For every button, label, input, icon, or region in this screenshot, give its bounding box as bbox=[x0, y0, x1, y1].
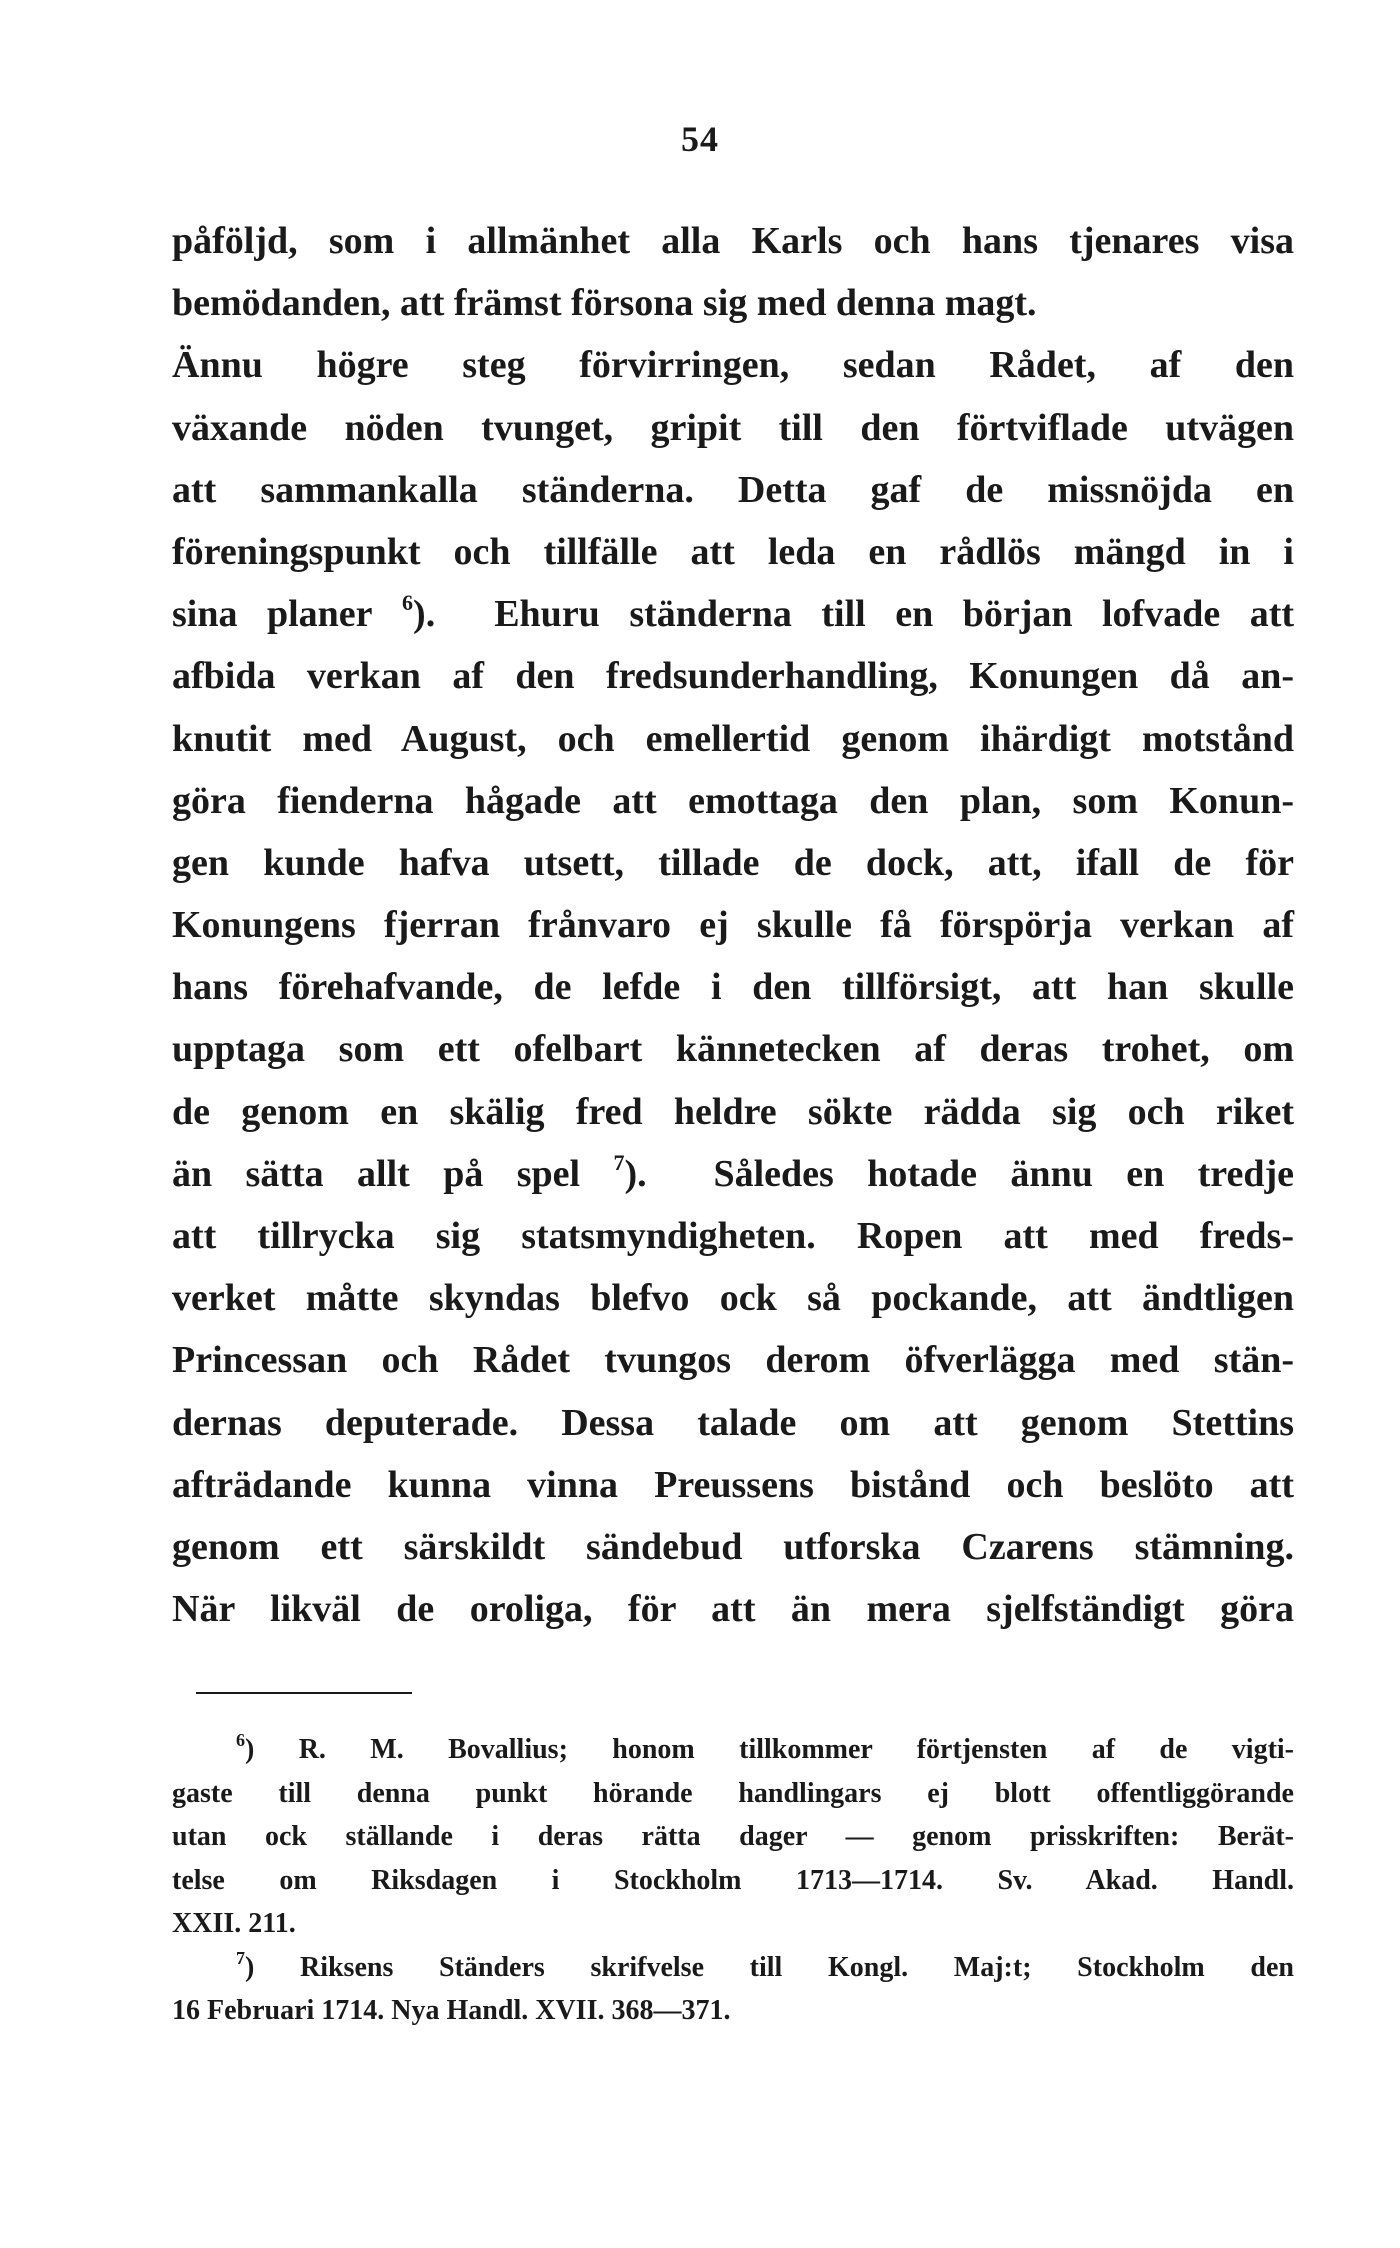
text-line-23: När likväl de oroliga, för att än mera sjelfständigt göra bbox=[172, 1588, 1294, 1631]
text-line-16 bbox=[172, 1143, 1294, 1205]
footnote-6-line-2: gaste till denna punkt hörande handlingars ej blott offentliggörande bbox=[172, 1777, 1294, 1809]
footnote-ref-6: 6 bbox=[402, 590, 414, 616]
text-line-20: dernas deputerade. Dessa talade om att genom Stettins bbox=[172, 1401, 1294, 1444]
text-line-12: Konungens fjerran frånvaro ej skulle få förspörja verkan af bbox=[172, 904, 1294, 947]
text-line-1: påföljd, som i allmänhet alla Karls och hans tjenares visa bbox=[172, 220, 1294, 262]
text-line-11: gen kunde hafva utsett, tillade de dock, att, ifall de för bbox=[172, 841, 1294, 884]
footnote-6-line-3: utan ock ställande i deras rätta dager — genom prisskriften: Berät- bbox=[172, 1821, 1294, 1852]
text-line-15: de genom en skälig fred heldre sökte rädda sig och riket bbox=[172, 1090, 1294, 1133]
text-line-19: Princessan och Rådet tvungos derom öfverlägga med stän- bbox=[172, 1339, 1294, 1382]
page-number: 54 bbox=[681, 119, 719, 159]
footnote-separator bbox=[196, 1692, 412, 1694]
footnote-6-marker: 6 bbox=[236, 1730, 245, 1750]
footnote-7-line-1 bbox=[172, 1946, 1294, 1990]
main-text bbox=[172, 210, 1294, 1640]
text-line-16-rest: Således hotade ännu en tredje bbox=[713, 1152, 1294, 1195]
footnote-7-text-1: ) Riksens Ständers skrifvelse till Kongl. Maj:t; Stockholm den bbox=[245, 1951, 1294, 1983]
text-line-3: Ännu högre steg förvirringen, sedan Rådet, af den bbox=[172, 344, 1294, 387]
text-line-17: att tillrycka sig statsmyndigheten. Ropen att med freds- bbox=[172, 1215, 1294, 1257]
text-line-7-start: sina planer bbox=[172, 593, 373, 636]
text-line-9: knutit med August, och emellertid genom ihärdigt motstånd bbox=[172, 717, 1294, 760]
text-line-5: att sammankalla ständerna. Detta gaf de missnöjda en bbox=[172, 468, 1294, 511]
text-line-7 bbox=[172, 583, 1294, 645]
text-line-10: göra fienderna hågade att emottaga den plan, som Konun- bbox=[172, 779, 1294, 822]
text-line-18: verket måtte skyndas blefvo ock så pockande, att ändtligen bbox=[172, 1277, 1294, 1320]
text-line-7-rest: Ehuru ständerna till en början lofvade att bbox=[494, 593, 1295, 636]
text-line-16-start: än sätta allt på spel bbox=[172, 1152, 581, 1195]
text-line-8: afbida verkan af den fredsunderhandling, Konungen då an- bbox=[172, 655, 1294, 698]
footnote-6-line-1 bbox=[172, 1728, 1294, 1772]
footnote-6-text-1: ) R. M. Bovallius; honom tillkommer förtjensten af de vigti- bbox=[245, 1734, 1294, 1765]
text-line-6: föreningspunkt och tillfälle att leda en rådlös mängd in i bbox=[172, 530, 1294, 573]
footnote-7-line-2: 16 Februari 1714. Nya Handl. XVII. 368—371. bbox=[172, 1995, 731, 2026]
text-line-21: afträdande kunna vinna Preussens bistånd och beslöto att bbox=[172, 1463, 1294, 1506]
text-line-16-close: ). bbox=[624, 1152, 647, 1195]
text-line-7-close: ). bbox=[413, 593, 436, 636]
text-line-13: hans förehafvande, de lefde i den tillförsigt, att han skulle bbox=[172, 966, 1294, 1009]
text-line-22: genom ett särskildt sändebud utforska Czarens stämning. bbox=[172, 1525, 1294, 1568]
footnote-6-line-4: telse om Riksdagen i Stockholm 1713—1714. Sv. Akad. Handl. bbox=[172, 1864, 1294, 1896]
footnote-6-line-5: XXII. 211. bbox=[172, 1908, 296, 1939]
footnote-ref-7: 7 bbox=[613, 1149, 625, 1175]
footnote-7-marker: 7 bbox=[236, 1947, 245, 1968]
text-line-4: växande nöden tvunget, gripit till den förtviflade utvägen bbox=[172, 406, 1294, 449]
footnotes bbox=[172, 1728, 1294, 2033]
text-line-2: bemödanden, att främst försona sig med denna magt. bbox=[172, 282, 1037, 325]
text-line-14: upptaga som ett ofelbart kännetecken af deras trohet, om bbox=[172, 1028, 1294, 1071]
